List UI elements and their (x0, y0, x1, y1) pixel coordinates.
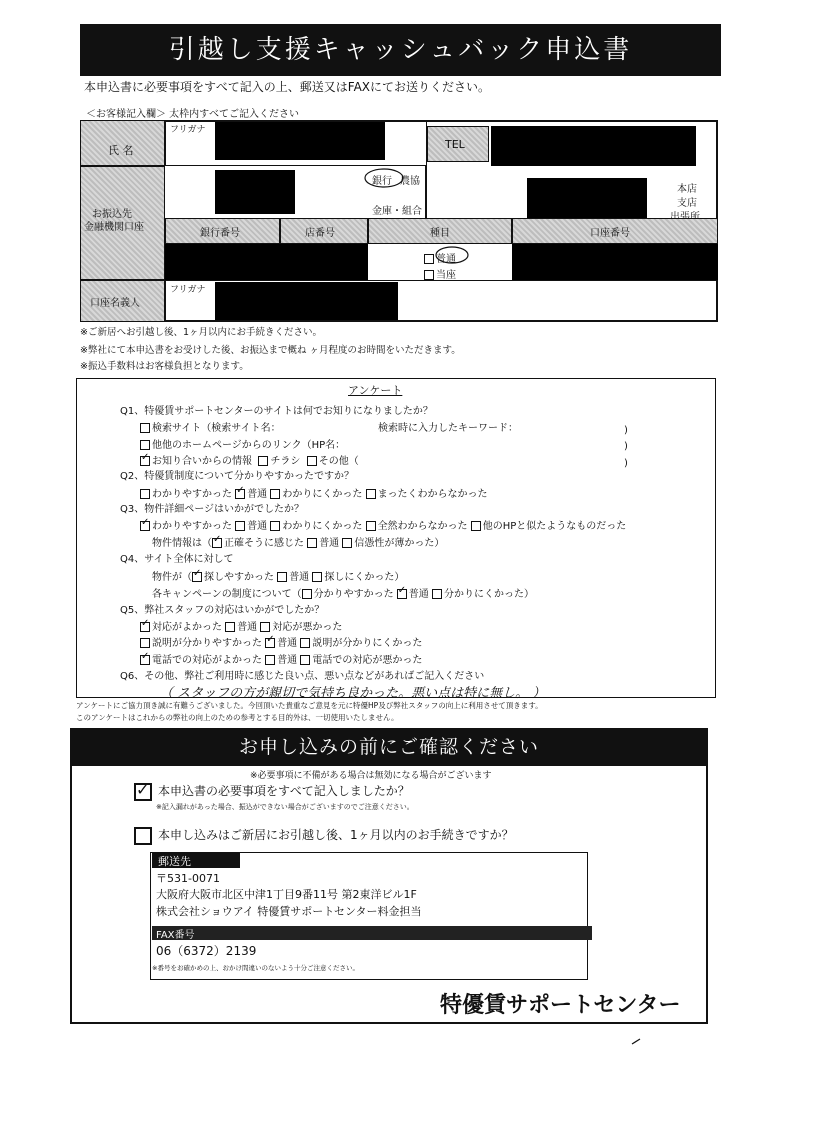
redacted-tel (491, 126, 696, 166)
survey-footer-1: アンケートにご協力頂き誠に有難うございました。今回頂いた貴重なご意見を元に特優HP及び弊社スタッフの向上に利用させて頂きます。 (76, 701, 543, 710)
confirm-checkbox-1[interactable] (134, 783, 152, 801)
fax-number: 06（6372）2139 (156, 944, 257, 958)
q4-l2-1[interactable] (302, 589, 312, 599)
q2-opt-3[interactable] (270, 489, 280, 499)
q5-line2: 説明が分かりやすかった ✓ 普通 説明が分かりにくかった (140, 634, 422, 649)
q4-l1-3[interactable] (312, 572, 322, 582)
q5-l3-1[interactable] (140, 655, 150, 665)
q3-options: ✓わかりやすかった 普通 わかりにくかった 全然わからなかった 他のHPと似たようなものだった (140, 517, 626, 532)
bank-divider (425, 166, 427, 218)
name-label: 氏 名 (108, 144, 134, 157)
q4-l1-2[interactable] (277, 572, 287, 582)
q1-other-checkbox[interactable] (307, 456, 317, 466)
fax-note: ※番号をお確かめの上、おかけ間違いのないよう十分ご注意ください。 (152, 964, 359, 972)
q3-opt-5[interactable] (471, 521, 481, 531)
paren-close-3: ) (624, 458, 628, 469)
holder-label: 口座名義人 (90, 298, 140, 309)
q1-search-checkbox[interactable] (140, 423, 150, 433)
confirm-item-2: 本申し込みはご新居にお引越し後、1ヶ月以内のお手続きですか？ (134, 826, 514, 845)
bank-label-2: 金融機関口座 (84, 222, 144, 233)
q2-opt-1[interactable] (140, 489, 150, 499)
company-line: 株式会社ショウアイ 特優賃サポートセンター料金担当 (156, 905, 422, 918)
q3-text: Q3、物件詳細ページはいかがでしたか？ (120, 504, 305, 515)
q5-l2-1[interactable] (140, 638, 150, 648)
redacted-account-number (512, 244, 718, 280)
q4-l2-2[interactable] (397, 589, 407, 599)
account-type-futsu: 普通 (424, 250, 456, 265)
q3-opt-1[interactable] (140, 521, 150, 531)
redacted-name (215, 122, 385, 160)
confirm-title: お申し込みの前にご確認ください (238, 736, 539, 758)
q6-answer[interactable]: （ スタッフの方が親切で気持ち良かった。悪い点は特に無し。 ） (160, 686, 546, 701)
account-type-toza: 当座 (424, 266, 456, 281)
q3-opt-2[interactable] (235, 521, 245, 531)
q5-l1-3[interactable] (260, 622, 270, 632)
applicant-caption: ＜お客様記入欄＞ 太枠内すべてご記入ください (86, 109, 299, 120)
q3-sub: 物件情報は（✓ 正確そうに感じた 普通 信憑性が薄かった） (152, 534, 444, 549)
q5-l3-2[interactable] (265, 655, 275, 665)
q6-text: Q6、その他、弊社ご利用時に感じた良い点、悪い点などがあればご記入ください (120, 671, 485, 682)
q3-sub-1[interactable] (212, 538, 222, 548)
q4-line1: 物件が（✓ 探しやすかった 普通 探しにくかった） (152, 568, 404, 583)
redacted-bank-code (165, 244, 368, 280)
q1-keyword: 検索時に入力したキーワード： (378, 423, 518, 434)
bank-code-label: 銀行番号 (200, 228, 240, 239)
holder-field[interactable] (165, 280, 718, 322)
survey-title: アンケート (348, 384, 403, 397)
confirm-item-1: ✓本申込書の必要事項をすべて記入しましたか？ (134, 782, 410, 801)
paren-close-1: ) (624, 425, 628, 436)
q5-l2-3[interactable] (300, 638, 310, 648)
tel-label: TEL (445, 138, 465, 151)
q3-sub-2[interactable] (307, 538, 317, 548)
page-title: 引越し支援キャッシュバック申込書 (168, 35, 633, 65)
confirm-checkbox-2[interactable] (134, 827, 152, 845)
postal-code: 〒531-0071 (156, 872, 220, 885)
q3-opt-3[interactable] (270, 521, 280, 531)
q1-row2: 他他のホームページからのリンク（HP名： (140, 436, 345, 451)
stray-mark (630, 1036, 644, 1046)
note-1: ※ご新居へお引越し後、1ヶ月以内にお手続きください。 (80, 327, 323, 338)
furigana-label: フリガナ (170, 125, 206, 135)
q5-l1-2[interactable] (225, 622, 235, 632)
q4-l1-1[interactable] (192, 572, 202, 582)
bank-type-ginko: 銀行 (372, 176, 392, 187)
q5-line3: ✓電話での対応がよかった 普通 電話での対応が悪かった (140, 651, 422, 666)
instruction-text: 本申込書に必要事項をすべて記入の上、郵送又はFAXにてお送りください。 (84, 80, 490, 94)
q4-text: Q4、サイト全体に対して (120, 554, 234, 565)
toza-checkbox[interactable] (424, 270, 434, 280)
q1-flyer-checkbox[interactable] (258, 456, 268, 466)
fax-label-bg (152, 926, 592, 940)
survey-footer-2: このアンケートはこれからの弊社の向上のための参考とする目的外は、一切使用いたしません。 (76, 713, 399, 722)
signature: 特優賃サポートセンター (440, 993, 681, 1018)
q1-row1: 検索サイト（検索サイト名： (140, 419, 281, 434)
q5-text: Q5、弊社スタッフの対応はいかがでしたか？ (120, 605, 325, 616)
q5-l3-3[interactable] (300, 655, 310, 665)
title-banner (80, 24, 721, 76)
q2-opt-4[interactable] (366, 489, 376, 499)
q1-text: Q1、特優賃サポートセンターのサイトは何でお知りになりましたか？ (120, 406, 433, 417)
q3-opt-4[interactable] (366, 521, 376, 531)
q1-link-checkbox[interactable] (140, 440, 150, 450)
q2-options: わかりやすかった ✓ 普通 わかりにくかった まったくわからなかった (140, 485, 488, 500)
circle-mark-futsu (430, 244, 470, 266)
q5-line1: ✓対応がよかった 普通 対応が悪かった (140, 618, 342, 633)
q2-opt-2[interactable] (235, 489, 245, 499)
q1-row3: ✓お知り合いからの情報 チラシ その他（ (140, 452, 359, 467)
q3-sub-3[interactable] (342, 538, 352, 548)
q4-line2: 各キャンペーンの制度について（ 分かりやすかった ✓ 普通 分かりにくかった） (152, 585, 534, 600)
confirm-item-1-note: ※記入漏れがあった場合、振込ができない場合がございますのでご注意ください。 (156, 803, 414, 811)
q5-l2-2[interactable] (265, 638, 275, 648)
circle-mark-ginko (362, 165, 406, 191)
note-2: ※弊社にて本申込書をお受けした後、お振込まで概ね ヶ月程度のお時間をいただきます。 (80, 345, 461, 356)
note-3: ※振込手数料はお客様負担となります。 (80, 361, 249, 372)
branch-type-honten: 本店 (677, 184, 697, 195)
q5-l1-1[interactable] (140, 622, 150, 632)
bank-type-nokyo: 農協 (400, 176, 420, 187)
address-line: 大阪府大阪市北区中津1丁目9番11号 第2東洋ビル1F (156, 888, 417, 901)
bank-label-1: お振込先 (92, 209, 132, 220)
redacted-bank (215, 170, 295, 214)
account-number-label: 口座番号 (590, 228, 630, 239)
redacted-branch (527, 178, 647, 222)
confirm-subtitle: ※必要事項に不備がある場合は無効になる場合がございます (250, 771, 492, 781)
branch-code-label: 店番号 (305, 228, 335, 239)
paren-close-2: ) (624, 441, 628, 452)
account-type-label: 種目 (430, 228, 450, 239)
holder-furigana: フリガナ (170, 285, 206, 295)
q2-text: Q2、特優賃制度について分かりやすかったですか？ (120, 471, 355, 482)
fax-label: FAX番号 (156, 930, 195, 941)
confirm-banner (70, 728, 708, 766)
bank-type-kinko: 金庫・組合 (372, 206, 422, 217)
q4-l2-3[interactable] (432, 589, 442, 599)
send-label: 郵送先 (158, 855, 191, 868)
q1-acquaintance-checkbox[interactable] (140, 456, 150, 466)
branch-type-shiten: 支店 (677, 198, 697, 209)
